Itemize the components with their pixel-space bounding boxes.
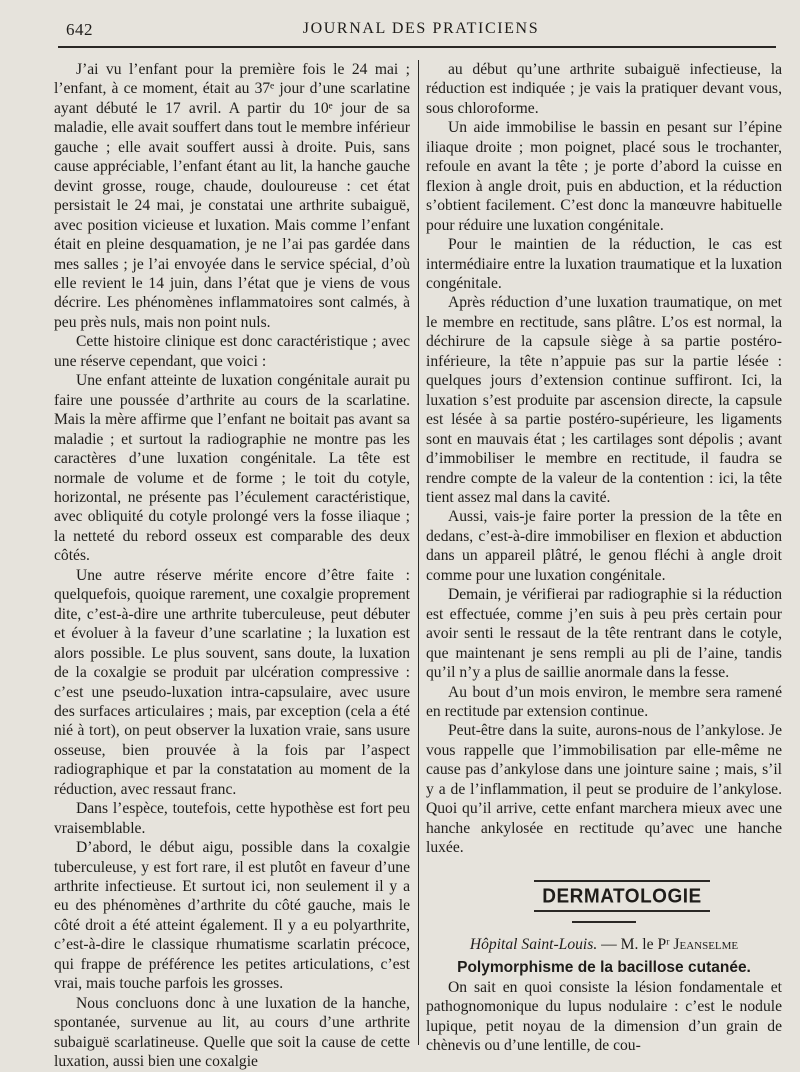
paragraph: Nous concluons donc à une luxation de la hanche, spontanée, survenue au lit, au cours d’une arthrite subaiguë scarlatineuse. Quelle que soit la cause de cette luxation, aussi bien une coxalgie: [54, 994, 410, 1071]
paragraph: On sait en quoi consiste la lésion fondamentale et pathognomonique du lupus nodulaire : c’est le nodule lupique, petit noyau de la dimension d’un grain de chènevis ou d’une lentille, de cou-: [426, 978, 782, 1055]
paragraph: J’ai vu l’enfant pour la première fois le 24 mai ; l’enfant, à ce moment, était au 37ᵉ jour d’une scarlatine ayant débuté le 17 avril. A partir du 10ᵉ jour de sa maladie, elle avait souffert dans tout le membre inférieur gauche ; elle avait souffert aussi à droite. Puis, sans cause appréciable, l’enfant étant au lit, la hanche gauche devint grosse, rouge, chaude, douloureuse : cet état persistait le 24 mai, je constatai une arthrite subaiguë, avec position vicieuse et luxation. Mais comme l’enfant était en pleine desquamation, je ne l’ai pas gardée dans mes salles ; je l’ai envoyée dans le service spécial, d’où elle revient le 14 juin, dans l’état que je viens de vous décrire. Les phénomènes inflammatoires sont calmés, à peu près nuls, mais non point nuls.: [54, 61, 410, 331]
section-heading: DERMATOLOGIE: [542, 885, 702, 908]
section-divider: [572, 921, 636, 923]
header-rule: [58, 46, 776, 48]
paragraph: Une enfant atteinte de luxation congénitale aurait pu faire une poussée d’arthrite au cours de la scarlatine. Mais la mère affirme que l’enfant ne boitait pas avant sa maladie ; et surtout la radiographie ne montre pas les caractères d’une luxation congénitale. La tête est normale de volume et de forme ; le toit du cotyle, horizontal, ne présente pas l’éculement caractéristique, avec obliquité du cotyle prolongé vers la fosse iliaque ; la netteté du rebord osseux est comparable des deux côtés.: [54, 372, 410, 565]
paragraph: au début qu’une arthrite subaiguë infectieuse, la réduction est indiquée ; je vais la pratiquer devant vous, sous chloroforme.: [426, 61, 782, 117]
paragraph: D’abord, le début aigu, possible dans la coxalgie tuberculeuse, y est fort rare, il est plutôt en faveur d’une arthrite infectieuse. Et surtout ici, non seulement il y a eu des phénomènes d’arthrite du côté gauche, mais le côté droit a été atteint également. Il y a eu polyarthrite, c’est-à-dire le classique rhumatisme scarlatin précoce, qui frappe de préférence les petites articulations, c’est vrai, mais touche parfois les grosses.: [54, 839, 410, 993]
page-number: 642: [66, 20, 93, 39]
right-column: [426, 60, 782, 1056]
paragraph: Dans l’espèce, toutefois, cette hypothèse est fort peu vraisemblable.: [54, 800, 410, 837]
page-header: [66, 18, 776, 42]
paragraph: Pour le maintien de la réduction, le cas est intermédiaire entre la luxation traumatique et la luxation congénitale.: [426, 236, 782, 292]
paragraph: Après réduction d’une luxation traumatique, on met le membre en rectitude, sans plâtre. L’os est normal, la déchirure de la capsule siège à sa partie postéro-inférieure, la tête n’appuie pas sur la partie lésée : quelques jours d’extension continue suffiront. Ici, la luxation s’est produite par ascension directe, la capsule est lésée à sa partie postéro-supérieure, les ligaments sont en mauvais état ; les cartilages sont dépolis ; avant d’immobiliser le membre en rectitude, il faudra se rendre compte de la valeur de la contention : ici, la tête tient assez mal dans la cavité.: [426, 294, 782, 506]
byline-hospital: Hôpital Saint-Louis.: [469, 936, 598, 954]
paragraph: Peut-être dans la suite, aurons-nous de l’ankylose. Je vous rappelle que l’immobilisation par elle-même ne cause pas d’ankylose dans une jointure saine ; mais, s’il y a de l’inflammation, il peut se produire de l’ankylose. Quoi qu’il arrive, cette enfant marchera mieux avec une hanche ankylosée en rectitude qu’avec une hanche luxée.: [426, 722, 782, 857]
left-column: [54, 60, 410, 1072]
byline-separator: — M. le Pʳ: [597, 936, 674, 954]
paragraph: Demain, je vérifierai par radiographie si la réduction est effectuée, comme j’en suis à peu près certain pour avoir senti le ressaut de la tête rentrant dans le cotyle, que maintenant je sens rempli au pli de l’aine, tandis qu’il n’y a plus de saillie anormale dans la fesse.: [426, 586, 782, 682]
paragraph: Cette histoire clinique est donc caractéristique ; avec une réserve cependant, que voici :: [54, 333, 410, 370]
byline-author: Jeanselme: [673, 936, 739, 954]
section-heading-box: [534, 880, 710, 912]
column-divider: [418, 60, 419, 1045]
byline: [426, 935, 782, 954]
paragraph: Aussi, vais-je faire porter la pression de la tête en dedans, c’est-à-dire immobiliser en flexion et abduction dans un appareil plâtré, le genou fléchi à angle droit comme pour une luxation congénitale.: [426, 508, 782, 584]
paragraph: Une autre réserve mérite encore d’être faite : quelquefois, quoique rarement, une coxalgie proprement dite, c’est-à-dire une arthrite tuberculeuse, peut débuter et évoluer à la faveur d’une scarlatine ; la luxation est alors possible. Le plus souvent, sans doute, la luxation de la coxalgie se produit par ulcération compressive : c’est une pseudo-luxation intra-capsulaire, avec usure des surfaces articulaires ; mais, par exception (cela a été nié à tort), on peut observer la luxation vraie, sans usure osseuse, bien prouvée à la fois par l’aspect radiographique et par la constatation au moment de la réduction, avec ressaut franc.: [54, 566, 410, 798]
paragraph: Un aide immobilise le bassin en pesant sur l’épine iliaque droite ; mon poignet, placé sous le trochanter, refoule en avant la tête ; je porte d’abord la cuisse en flexion à angle droit, puis en abduction, et la réduction s’obtient facilement. C’est donc la manœuvre habituelle pour réduire une luxation congénitale.: [426, 119, 782, 234]
paragraph: Au bout d’un mois environ, le membre sera ramené en rectitude par extension continue.: [426, 683, 782, 720]
article-title: Polymorphisme de la bacillose cutanée.: [457, 959, 751, 977]
journal-title: JOURNAL DES PRATICIENS: [302, 20, 540, 37]
